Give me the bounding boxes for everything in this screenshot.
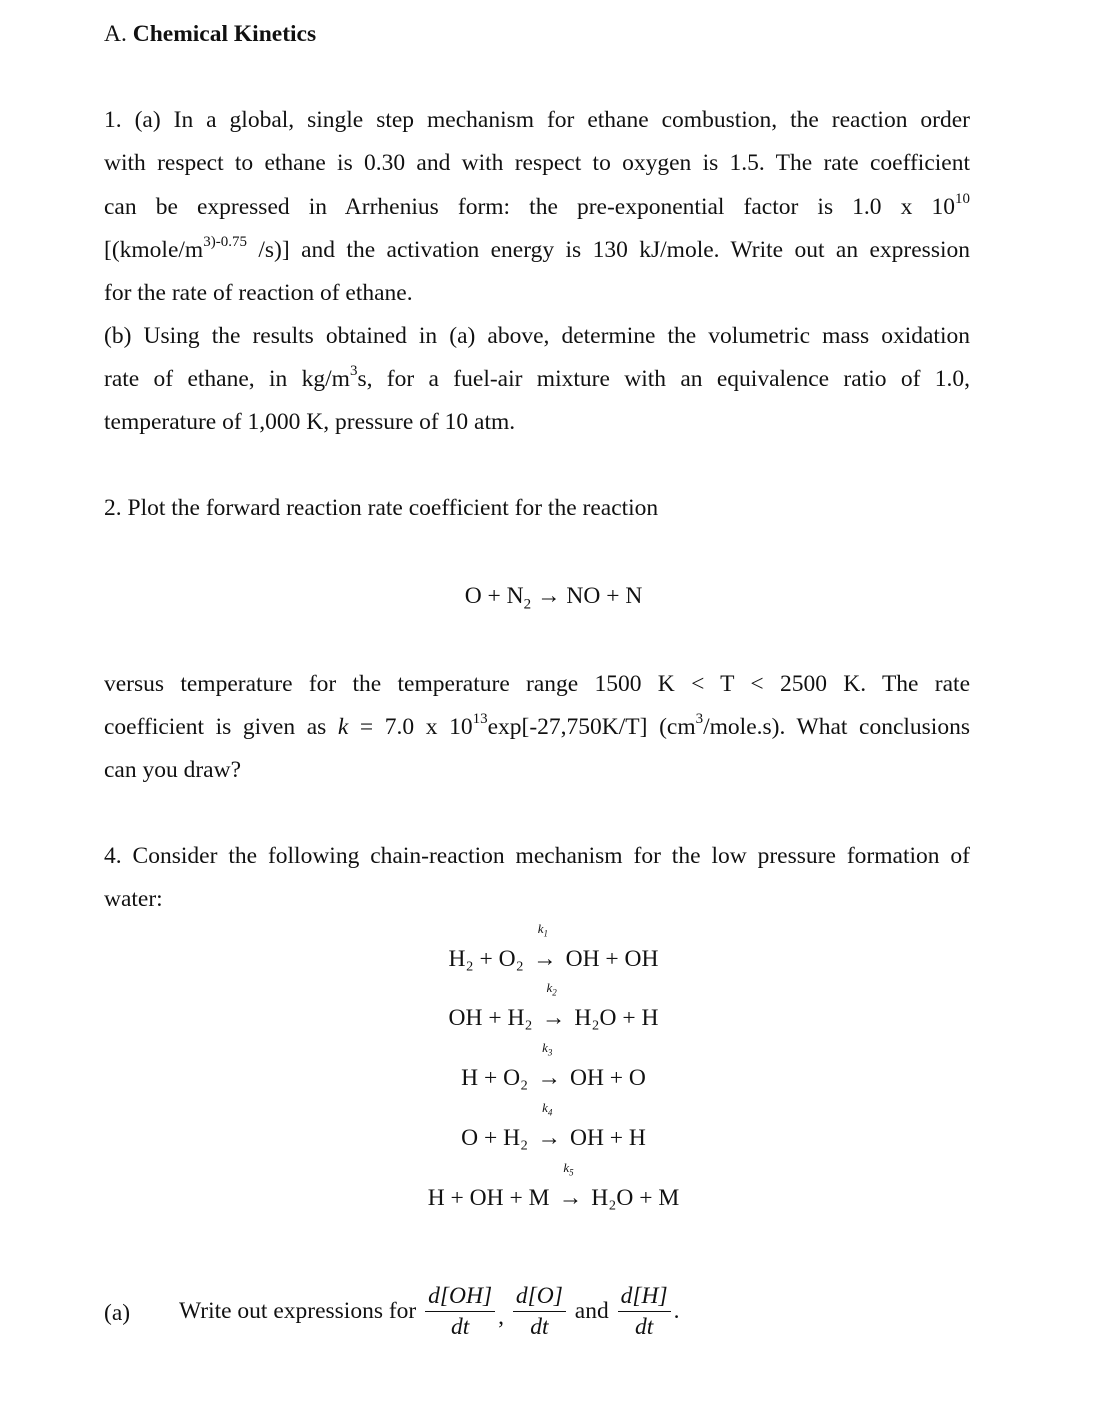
q1-b-line-2-post: s, for a fuel-air mixture with an equivalence ratio of 1.0,: [357, 366, 970, 392]
arrow-icon: →: [537, 1065, 561, 1091]
fraction-d-h-dt: [618, 1281, 671, 1342]
reaction-2-right: H₂O + H: [574, 1005, 659, 1031]
reaction-5-k: k: [563, 1160, 570, 1175]
q2-line-2-mid2: exp[-27,750K/T] (cm: [487, 714, 696, 740]
reaction-3-right: OH + O: [569, 1065, 646, 1091]
q1-b-line-3: temperature of 1,000 K, pressure of 10 atm.: [104, 409, 516, 435]
q2-reaction-right: NO + N: [566, 583, 643, 609]
reaction-4: [0, 1100, 1107, 1153]
reaction-3-rate-constant: [542, 1040, 553, 1058]
arrow-icon: →: [537, 1125, 561, 1151]
part-a-statement: [179, 1281, 679, 1342]
reaction-2-left: OH + H₂: [448, 1005, 533, 1031]
fraction-2-numerator: d[O]: [513, 1281, 566, 1312]
q2-k-symbol: k: [337, 714, 349, 740]
q2-line-2-sup1: 13: [472, 711, 488, 728]
reaction-5-right: H₂O + M: [591, 1185, 680, 1211]
reaction-5-k-sub: 5: [569, 1167, 574, 1178]
q1-b-line-2-pre: rate of ethane, in kg/m: [104, 366, 350, 392]
q1-a-line-3: [104, 186, 970, 229]
reaction-5-rate-constant: [563, 1160, 574, 1178]
q1-a-line-4-pre: [(kmole/m: [104, 237, 204, 263]
part-a-text: Write out expressions for: [179, 1298, 417, 1324]
q2-line-2-pre: coefficient is given as: [104, 714, 338, 740]
reaction-2: [0, 980, 1107, 1033]
reaction-1-arrow: [530, 921, 560, 974]
part-a-label: (a): [104, 1300, 131, 1326]
q2-intro: 2. Plot the forward reaction rate coefficient for the reaction: [104, 495, 659, 521]
reaction-4-rate-constant: [542, 1100, 553, 1118]
reaction-4-left: O + H₂: [461, 1125, 529, 1151]
reaction-3: [0, 1040, 1107, 1093]
fraction-comma: ,: [498, 1304, 504, 1330]
reaction-5-left: H + OH + M: [427, 1185, 550, 1211]
q2-line-2-post: /mole.s). What conclusions: [703, 714, 970, 740]
reaction-arrow-icon: →: [537, 583, 561, 609]
q2-line-1: versus temperature for the temperature range 1500 K < T < 2500 K. The rate: [104, 671, 970, 697]
arrow-icon: →: [558, 1185, 583, 1211]
q1-b-line-2: [104, 358, 970, 401]
part-a-and: and: [574, 1298, 609, 1324]
section-heading: [104, 16, 316, 52]
fraction-d-oh-dt: [425, 1281, 495, 1342]
reaction-4-k: k: [542, 1100, 548, 1115]
q1-a-line-4: [104, 229, 970, 272]
q4-intro-line-1: 4. Consider the following chain-reaction mechanism for the low pressure formation of: [104, 843, 970, 869]
reaction-4-right: OH + H: [569, 1125, 646, 1151]
reaction-1-right: OH + OH: [565, 946, 659, 972]
q2-line-2-mid1: = 7.0 x 10: [348, 714, 473, 740]
q1-a-line-5: for the rate of reaction of ethane.: [104, 280, 413, 306]
q1-a-line-4-sup: 3)-0.75: [203, 234, 247, 251]
q1-b-line-2-sup: 3: [349, 363, 358, 380]
fraction-d-o-dt: [513, 1281, 566, 1342]
reaction-3-k-sub: 3: [547, 1047, 553, 1058]
reaction-5-arrow: [555, 1160, 585, 1213]
q2-reaction: [0, 578, 1107, 614]
reaction-1-left: H₂ + O₂: [448, 946, 524, 972]
q2-line-3: can you draw?: [104, 757, 242, 783]
q4-intro-line-2: water:: [104, 886, 163, 912]
reaction-3-k: k: [542, 1040, 548, 1055]
reaction-1-k: k: [537, 921, 544, 936]
q2-line-2: [104, 706, 970, 749]
reaction-2-rate-constant: [546, 980, 557, 998]
q1-a-line-2: with respect to ethane is 0.30 and with respect to oxygen is 1.5. The rate coefficient: [104, 150, 970, 176]
reaction-3-left: H + O₂: [461, 1065, 529, 1091]
fraction-3-denominator: dt: [634, 1314, 654, 1340]
reaction-2-k-sub: 2: [552, 987, 557, 998]
fraction-3-numerator: d[H]: [618, 1281, 671, 1312]
heading-prefix: A.: [104, 21, 127, 47]
arrow-icon: →: [541, 1005, 566, 1031]
reaction-1-rate-constant: [537, 921, 548, 939]
q1-b-line-1: (b) Using the results obtained in (a) above, determine the volumetric mass oxidation: [104, 323, 970, 349]
reaction-1: [0, 921, 1107, 974]
q1-a-line-3-text: can be expressed in Arrhenius form: the pre-exponential factor is 1.0 x 10: [104, 194, 955, 220]
fraction-1-numerator: d[OH]: [425, 1281, 495, 1312]
reaction-4-arrow: [534, 1100, 564, 1153]
reaction-1-k-sub: 1: [543, 928, 548, 939]
fraction-2-denominator: dt: [530, 1314, 549, 1340]
reaction-2-arrow: [539, 980, 569, 1033]
arrow-icon: →: [532, 946, 557, 972]
q1-a-line-1: 1. (a) In a global, single step mechanism for ethane combustion, the reaction order: [104, 107, 970, 133]
reaction-3-arrow: [534, 1040, 564, 1093]
fraction-1-denominator: dt: [450, 1314, 470, 1340]
q2-line-2-sup2: 3: [695, 711, 704, 728]
q2-reaction-left: O + N: [464, 583, 524, 609]
part-a-period: .: [673, 1298, 680, 1324]
reaction-5: [0, 1160, 1107, 1213]
q1-a-line-4-post: /s)] and the activation energy is 130 kJ/mole. Write out an expression: [246, 237, 970, 263]
heading-title: Chemical Kinetics: [132, 21, 317, 47]
reaction-2-k: k: [546, 980, 553, 995]
reaction-4-k-sub: 4: [547, 1107, 553, 1118]
q2-reaction-sub: 2: [523, 596, 532, 613]
q1-a-line-3-sup: 10: [955, 191, 970, 208]
